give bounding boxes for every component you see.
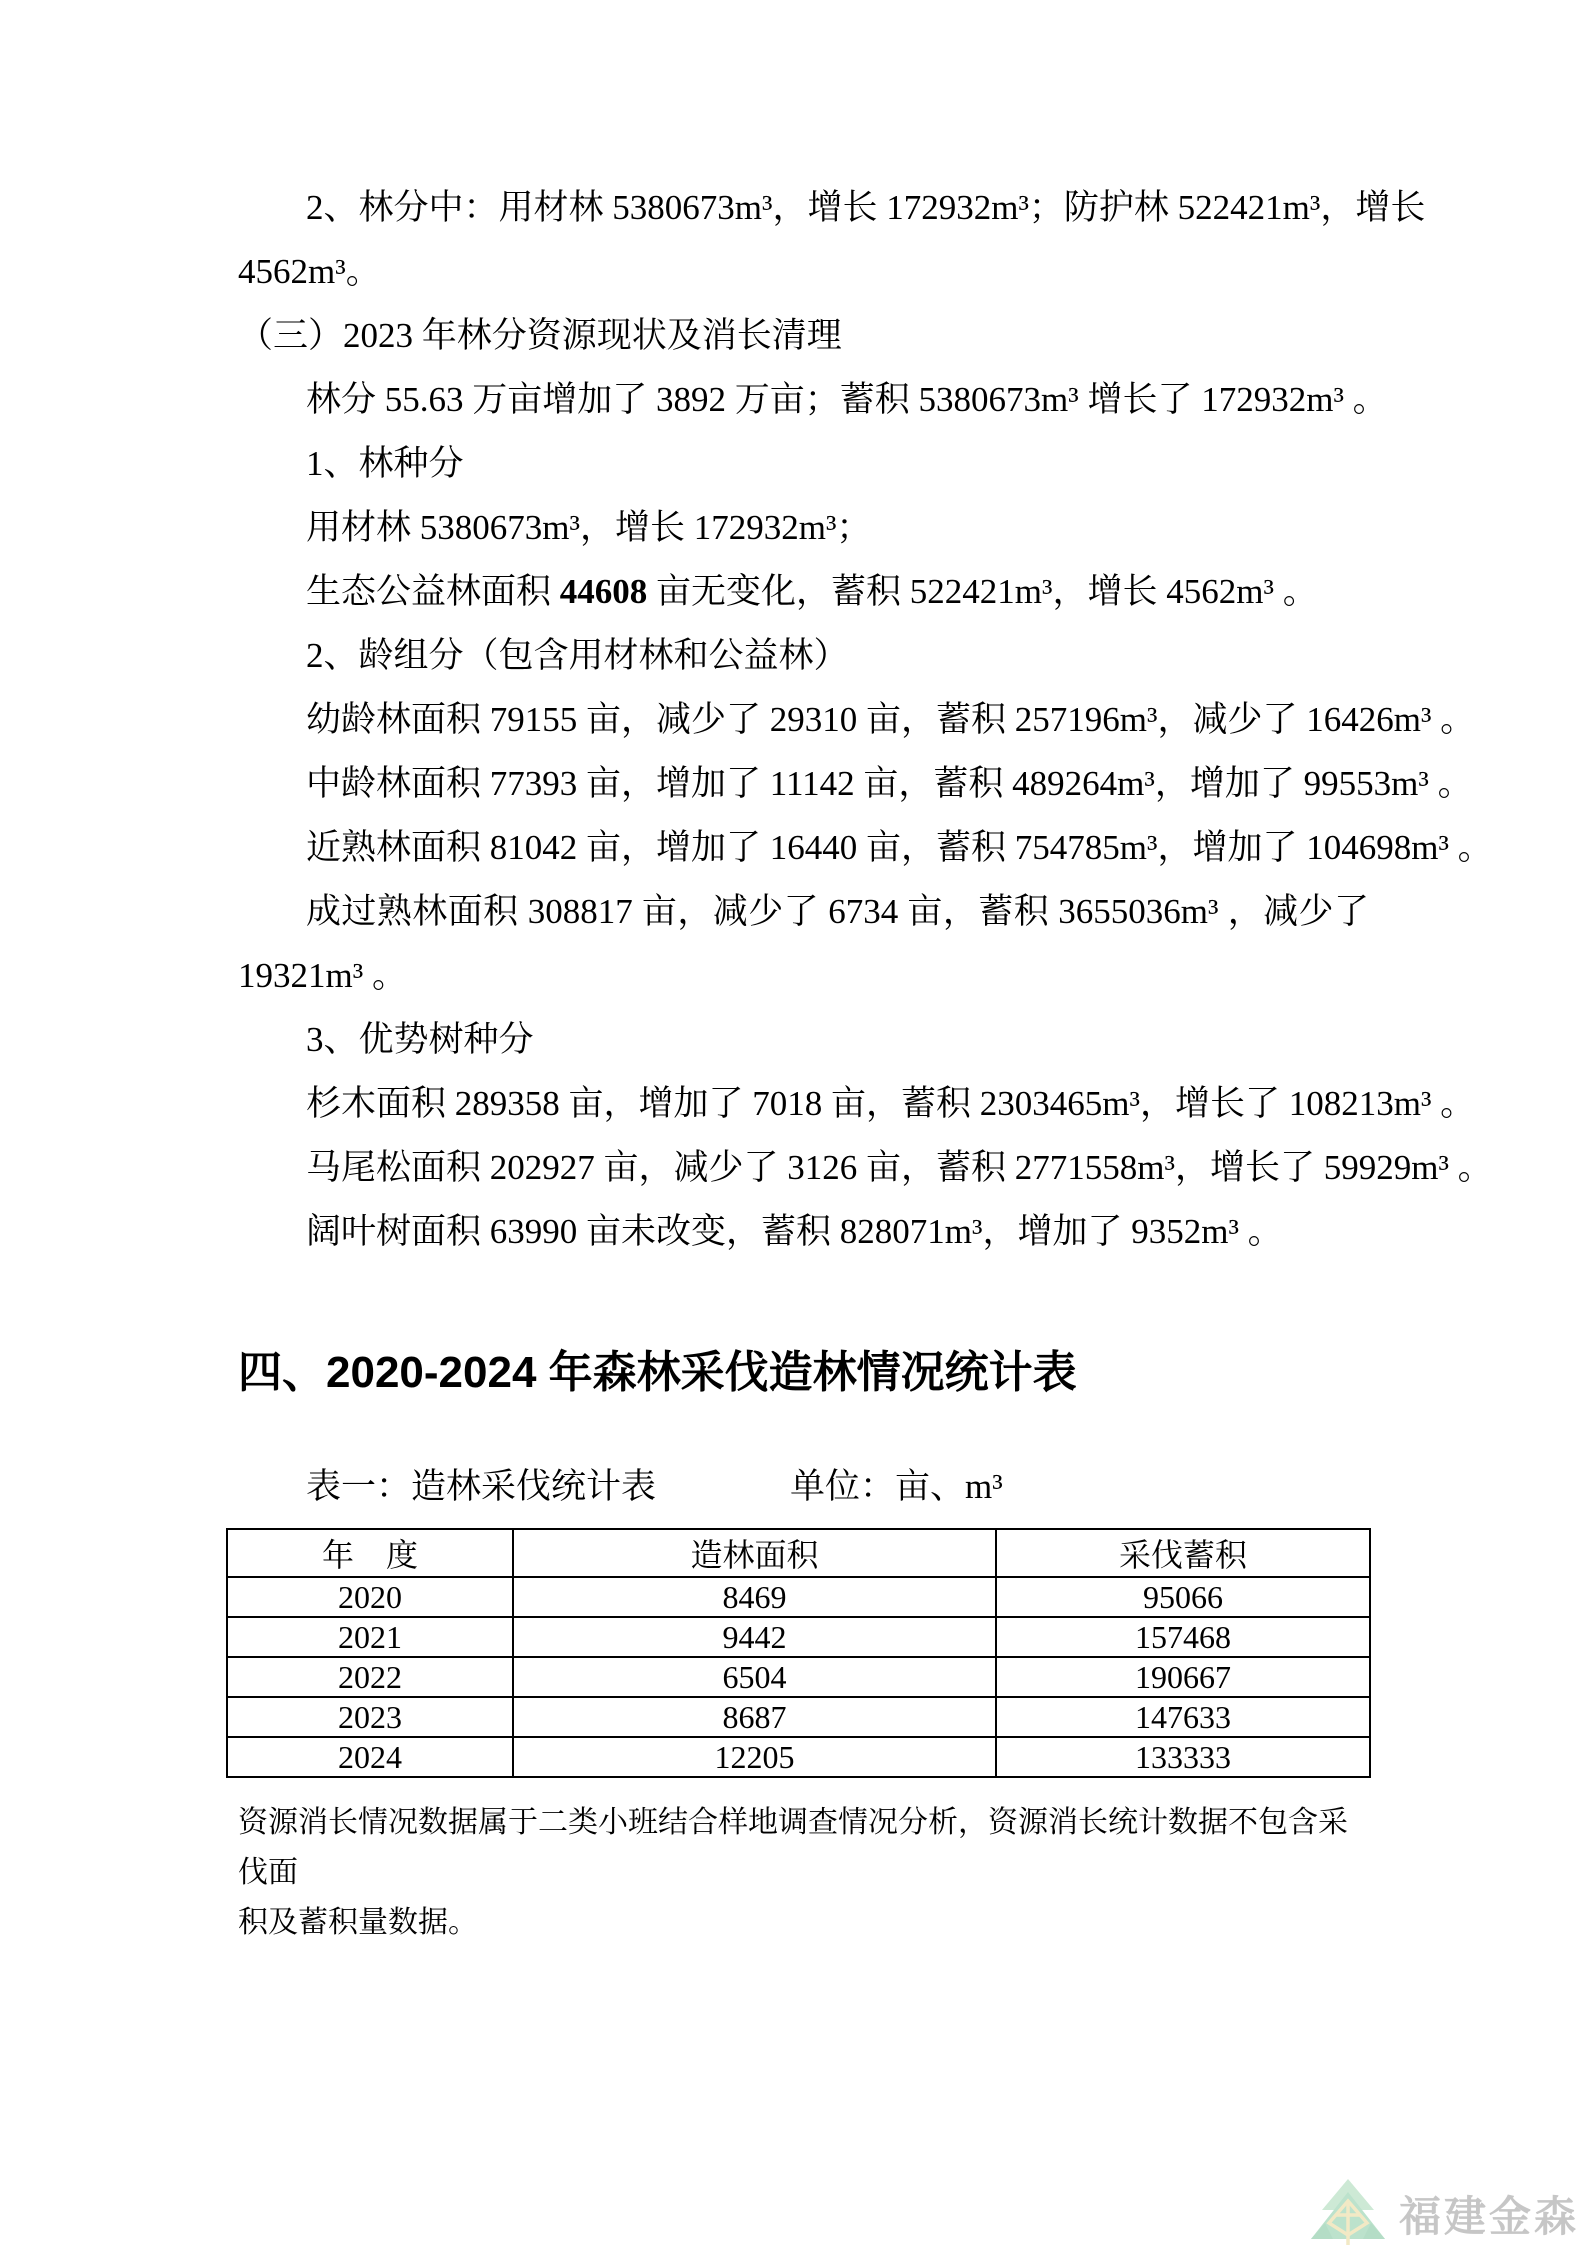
cell-year: 2021 (227, 1617, 513, 1657)
body-line: 林分 55.63 万亩增加了 3892 万亩；蓄积 5380673m³ 增长了 172932m³ 。 (306, 380, 1388, 419)
body-line-part: 生态公益林面积 (306, 572, 560, 611)
cell-year: 2020 (227, 1577, 513, 1617)
body-line: 中龄林面积 77393 亩，增加了 11142 亩，蓄积 489264m³，增加了 99553m³ 。 (306, 764, 1473, 803)
company-logo-text: 福建金森 (1398, 2193, 1579, 2240)
cell-area: 9442 (513, 1617, 996, 1657)
cell-volume: 147633 (996, 1697, 1370, 1737)
footnote (238, 1798, 1369, 1948)
company-logo (1307, 2177, 1579, 2245)
table-header-harvest-volume: 采伐蓄积 (996, 1529, 1370, 1577)
table-caption-row (238, 1456, 1369, 1518)
footnote-line: 积及蓄积量数据。 (238, 1906, 478, 1939)
stats-table (226, 1528, 1371, 1778)
cell-area: 8469 (513, 1577, 996, 1617)
cell-area: 8687 (513, 1697, 996, 1737)
body-line: 19321m³ 。 (238, 956, 407, 995)
cell-volume: 190667 (996, 1657, 1370, 1697)
cell-area: 6504 (513, 1657, 996, 1697)
body-line: 3、优势树种分 (306, 1020, 534, 1059)
body-line: 近熟林面积 81042 亩，增加了 16440 亩，蓄积 754785m³，增加了 104698m³ 。 (306, 828, 1493, 867)
body-line: 2、龄组分（包含用材林和公益林） (306, 636, 849, 675)
body-line: 杉木面积 289358 亩，增加了 7018 亩，蓄积 2303465m³，增长了 108213m³ 。 (306, 1084, 1476, 1123)
table-row (227, 1617, 1370, 1657)
table-header-year: 年 度 (227, 1529, 513, 1577)
body-line (238, 560, 1369, 624)
body-line: 2、林分中：用材林 5380673m³，增长 172932m³；防护林 522421m³，增长 (306, 188, 1426, 227)
body-paragraphs (238, 0, 1493, 1264)
body-line: 幼龄林面积 79155 亩，减少了 29310 亩，蓄积 257196m³，减少了 16426m³ 。 (306, 700, 1476, 739)
table-row (227, 1737, 1370, 1777)
table-row (227, 1697, 1370, 1737)
footnote-line: 资源消长情况数据属于二类小班结合样地调查情况分析，资源消长统计数据不包含采伐面 (238, 1806, 1348, 1889)
document-content (238, 0, 1493, 1948)
cell-year: 2022 (227, 1657, 513, 1697)
cell-area: 12205 (513, 1737, 996, 1777)
body-line: 用材林 5380673m³，增长 172932m³； (306, 508, 872, 547)
section-heading: 四、2020-2024 年森林采伐造林情况统计表 (238, 1348, 1077, 1397)
body-line: 成过熟林面积 308817 亩，减少了 6734 亩，蓄积 3655036m³ ，减少了 (306, 892, 1369, 931)
table-caption: 表一：造林采伐统计表 (306, 1467, 657, 1506)
cell-volume: 95066 (996, 1577, 1370, 1617)
cell-year: 2024 (227, 1737, 513, 1777)
cell-year: 2023 (227, 1697, 513, 1737)
body-line: 阔叶树面积 63990 亩未改变，蓄积 828071m³，增加了 9352m³ 。 (306, 1212, 1283, 1251)
table-row (227, 1577, 1370, 1617)
body-line: 4562m³。 (238, 252, 381, 291)
body-line: 马尾松面积 202927 亩，减少了 3126 亩，蓄积 2771558m³，增长了 59929m³ 。 (306, 1148, 1493, 1187)
table-unit-label: 单位：亩、m³ (790, 1467, 1003, 1506)
body-line-bold-value: 44608 (559, 572, 648, 611)
table-header-afforestation-area: 造林面积 (513, 1529, 996, 1577)
pine-tree-logo-icon (1307, 2177, 1389, 2245)
body-line: （三）2023 年林分资源现状及消长清理 (238, 316, 842, 355)
body-line-part: 亩无变化，蓄积 522421m³，增长 4562m³ 。 (647, 572, 1318, 611)
cell-volume: 133333 (996, 1737, 1370, 1777)
table-header-row (227, 1529, 1370, 1577)
cell-volume: 157468 (996, 1617, 1370, 1657)
table-row (227, 1657, 1370, 1697)
body-line: 1、林种分 (306, 444, 464, 483)
